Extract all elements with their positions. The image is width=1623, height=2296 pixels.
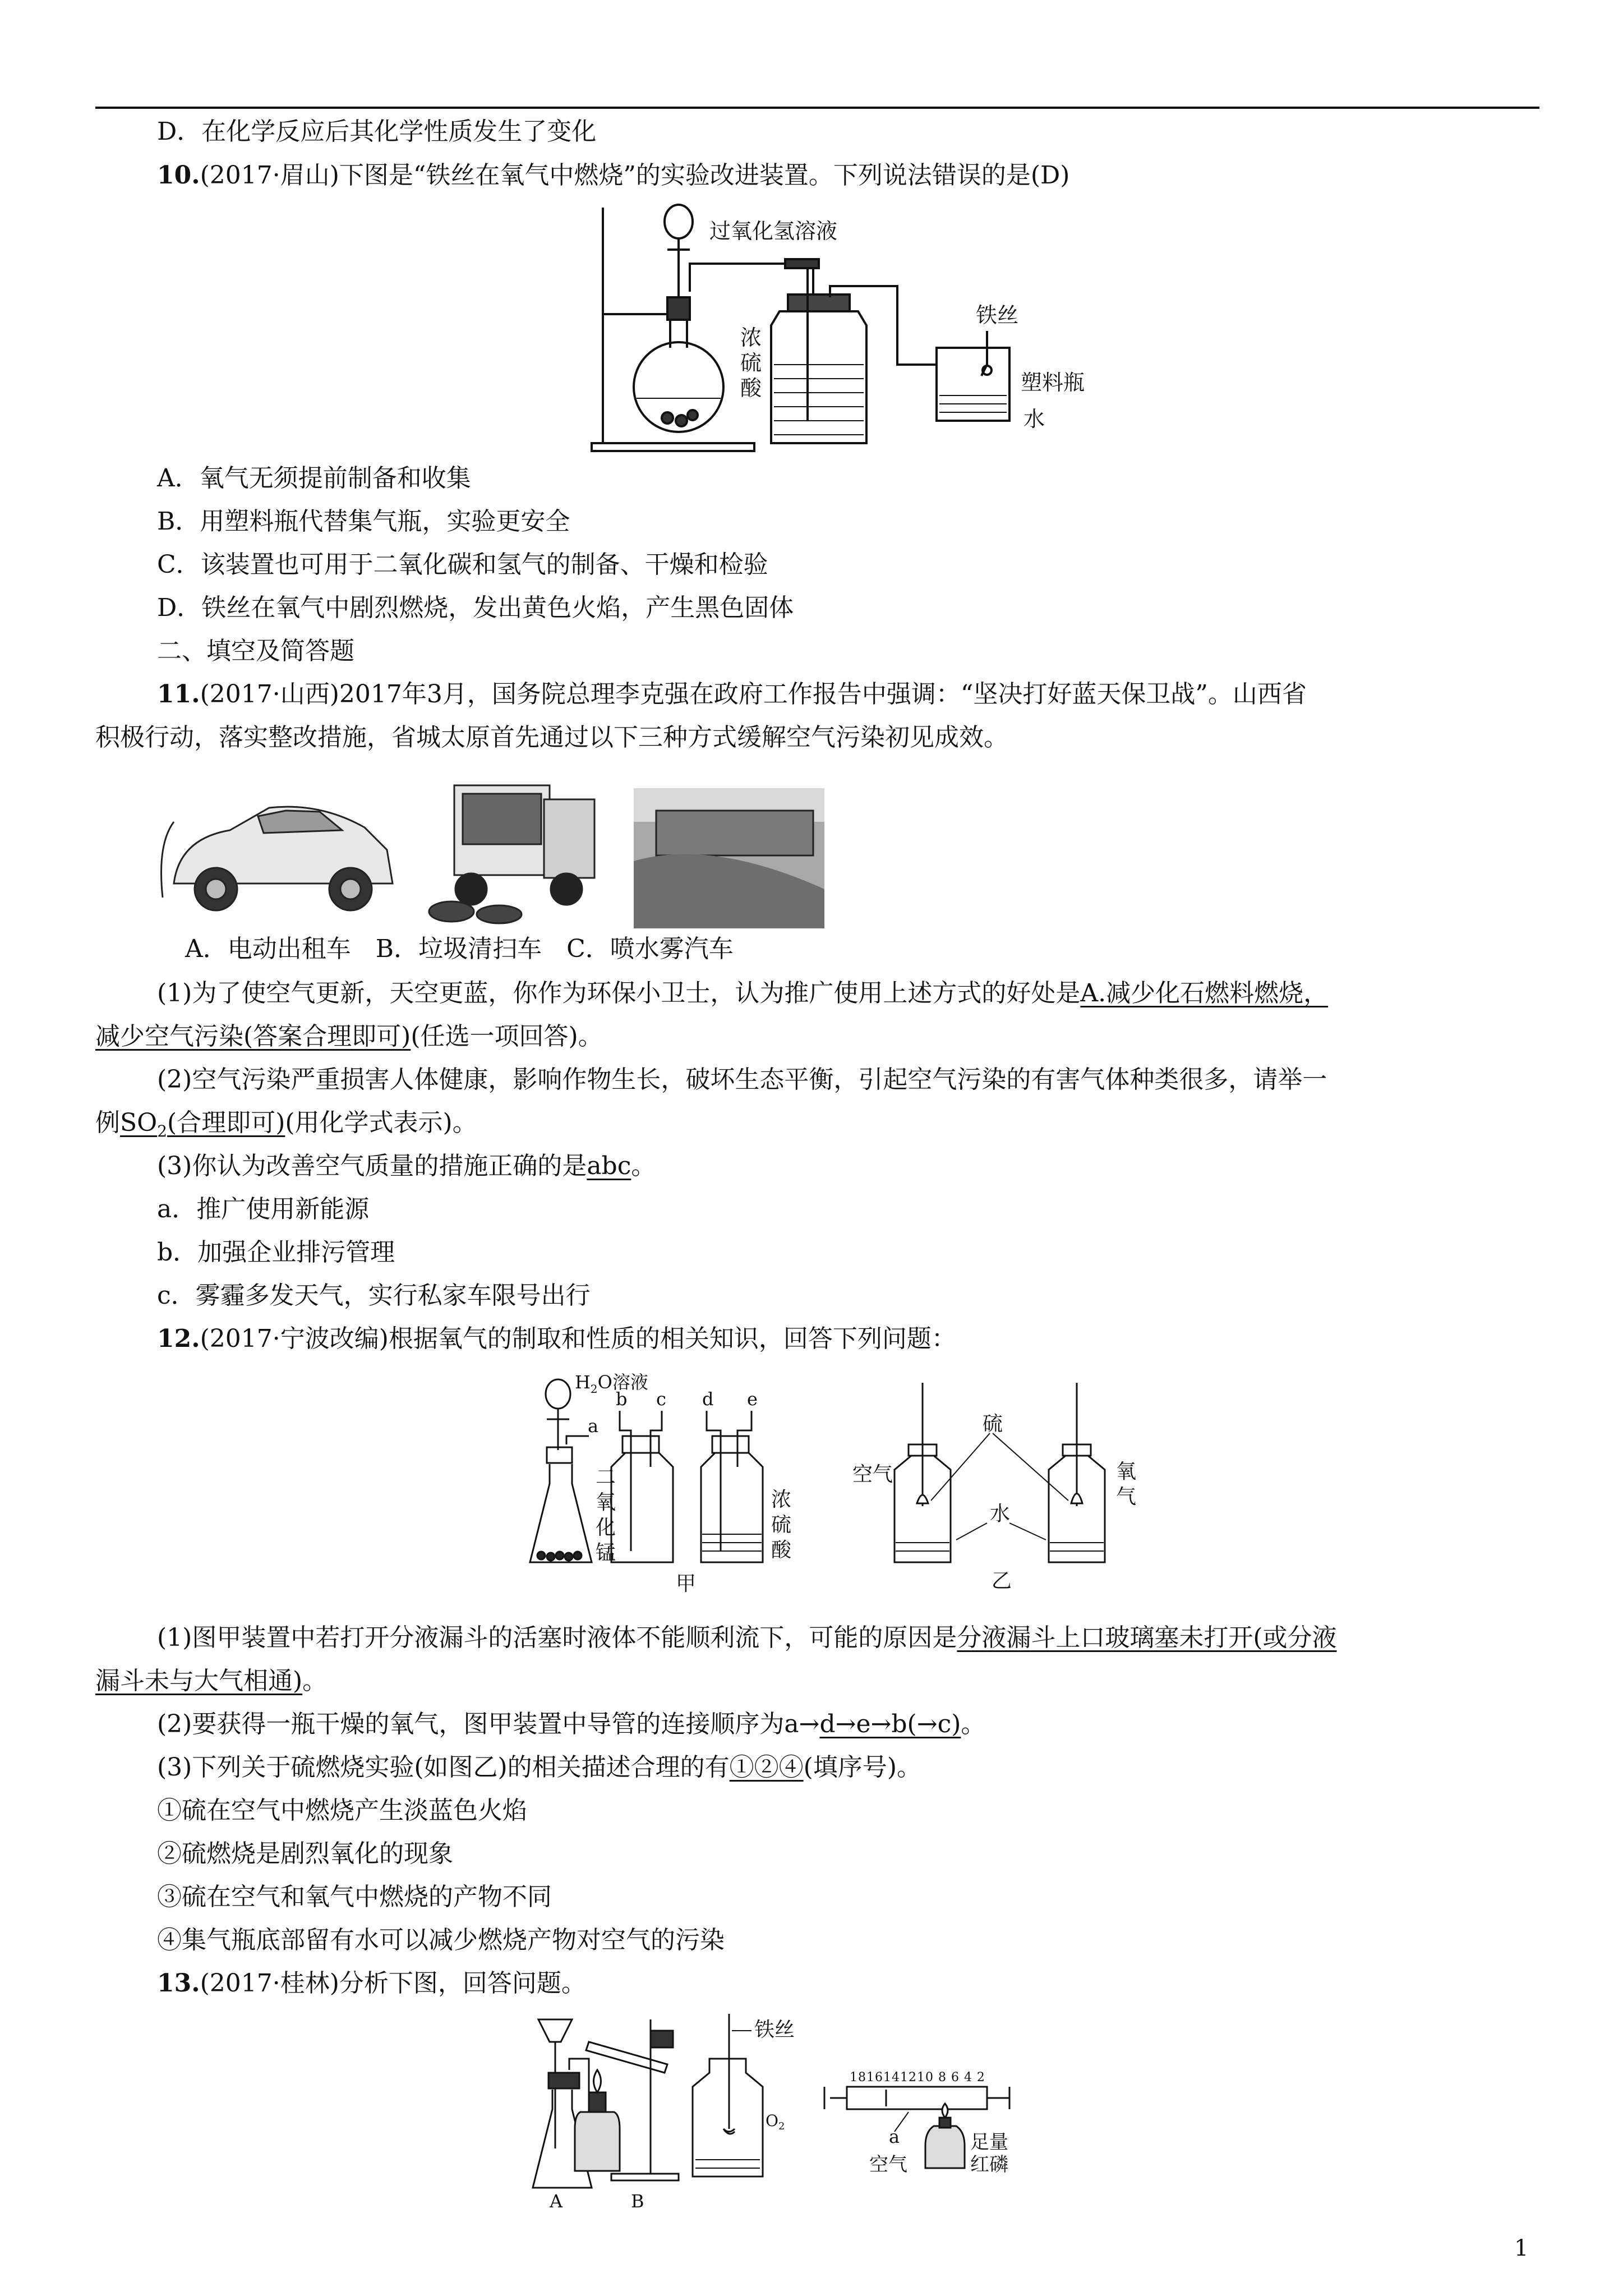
q10-label-wire: 铁丝 [976,303,1019,328]
q12-part3-tail: (填序号)。 [803,1753,921,1782]
q11-photo-captions: A．电动出租车 B．垃圾清扫车 C．喷水雾汽车 [185,935,734,963]
q13-apparatus-figure [527,2008,1228,2210]
q10-option-a: A．氧气无须提前制备和收集 [157,464,471,493]
q12-label-h2o2: $H_2O$溶液 [575,1372,648,1396]
q11-photos [151,777,830,928]
q12-part1-line2 [95,1664,327,1698]
q12-label-acid-2: 硫 [771,1513,792,1536]
q12-label-a: a [588,1415,599,1437]
q11-part1-answer-2: 减少空气污染(答案合理即可) [95,1022,411,1051]
q13-label-air: 空气 [869,2154,907,2176]
q10-label-water: 水 [1023,407,1045,431]
q11-part2-line2 [95,1106,477,1148]
q11-part3-prompt: (3)你认为改善空气质量的措施正确的是 [157,1152,587,1180]
section-heading: 二、填空及简答题 [157,637,354,665]
q11-part2-prefix: 例 [95,1108,120,1137]
q9-option-d: D．在化学反应后其化学性质发生了变化 [157,117,597,146]
q12-part1-line1 [157,1621,1337,1655]
q11-stem-text: (2017·山西)2017年3月，国务院总理李克强在政府工作报告中强调：“坚决打好蓝天保卫战”。山西省 [200,680,1307,708]
q13-stem [157,1967,586,2000]
q13-label-phosphorus-2: 红磷 [970,2154,1008,2176]
q10-label-acid-2: 硫 [740,351,762,375]
q12-number: 12. [157,1324,200,1353]
q12-label-acid-3: 酸 [771,1539,792,1562]
q10-number: 10. [157,161,200,190]
q12-label-yi: 乙 [992,1570,1012,1593]
street-sweeper-image [429,777,603,928]
header-rule [95,107,1539,109]
q10-stem [157,159,1069,192]
q10-label-h2o2: 过氧化氢溶液 [709,219,838,243]
q12-stem-text: (2017·宁波改编)根据氧气的制取和性质的相关知识，回答下列问题： [200,1324,956,1353]
q12-statement-2: ②硫燃烧是剧烈氧化的现象 [157,1839,453,1868]
q12-part3-prompt: (3)下列关于硫燃烧实验(如图乙)的相关描述合理的有 [157,1753,730,1782]
q11-number: 11. [157,680,200,708]
q12-label-oxygen-1: 氧 [1116,1460,1137,1483]
q12-label-water: 水 [990,1502,1011,1525]
q12-label-b: b [616,1388,628,1410]
q12-label-mno2-1: 二 [596,1466,616,1489]
q13-label-phosphorus-1: 足量 [970,2131,1008,2154]
q10-apparatus-figure [589,196,1122,454]
q11-part1-answer-1: A.减少化石燃料燃烧， [1080,979,1329,1007]
q13-label-wire: 铁丝 [754,2018,795,2041]
q12-label-mno2-3: 化 [596,1516,616,1539]
q11-part3-tail: 。 [631,1152,656,1180]
q10-label-bottle: 塑料瓶 [1021,370,1085,395]
q10-label-acid-1: 浓 [740,325,762,350]
q11-part3 [157,1149,656,1183]
q12-statement-4: ④集气瓶底部留有水可以减少燃烧产物对空气的污染 [157,1926,725,1954]
q10-option-b: B．用塑料瓶代替集气瓶，实验更安全 [157,507,570,536]
q12-part1-prompt: (1)图甲装置中若打开分液漏斗的活塞时液体不能顺利流下，可能的原因是 [157,1623,957,1652]
q11-option-a: a．推广使用新能源 [157,1195,370,1223]
q12-part3 [157,1751,921,1784]
q11-part3-answer: abc [587,1152,631,1180]
q13-label-b-upper: B [631,2191,644,2210]
q13-label-o2: $O_2$ [766,2111,785,2132]
q13-label-a-upper: A [550,2191,563,2210]
q12-statement-3: ③硫在空气和氧气中燃烧的产物不同 [157,1883,552,1911]
q11-part2-tail: (用化学式表示)。 [285,1108,477,1137]
q12-part1-tail: 。 [302,1667,328,1695]
q12-label-acid-1: 浓 [771,1488,792,1511]
q13-number: 13. [157,1969,200,1998]
page-number: 1 [1514,2235,1529,2261]
q11-part1-tail: (任选一项回答)。 [411,1022,603,1051]
q12-label-mno2-2: 氧 [596,1491,616,1514]
q12-part2-tail: 。 [961,1710,986,1738]
electric-taxi-image [154,777,401,928]
q11-part1-line1 [157,977,1328,1010]
q11-part2-line1: (2)空气污染严重损害人体健康，影响作物生长，破坏生态平衡，引起空气污染的有害气体种类很多，请举一 [157,1065,1327,1094]
q12-apparatus-figure [522,1372,1172,1602]
q12-part1-answer-1: 分液漏斗上口玻璃塞未打开(或分液 [957,1623,1337,1652]
q12-label-jia: 甲 [676,1572,697,1595]
q13-label-scale: 1816141210 8 6 4 2 [850,2070,985,2085]
q12-label-oxygen-2: 气 [1116,1485,1137,1508]
q12-label-mno2-4: 锰 [596,1542,616,1565]
water-spray-truck-image [634,788,824,928]
q13-stem-text: (2017·桂林)分析下图，回答问题。 [200,1969,586,1998]
q11-part1-line2 [95,1020,603,1053]
q11-option-b: b．加强企业排污管理 [157,1238,395,1267]
q13-label-a-lower: a [889,2126,900,2147]
q12-part2-answer: d→e→b(→c) [819,1710,961,1738]
q12-part1-answer-2: 漏斗未与大气相通) [95,1667,303,1695]
q11-part1-prompt: (1)为了使空气更新，天空更蓝，你作为环保小卫士，认为推广使用上述方式的好处是 [157,979,1081,1007]
q12-part2 [157,1708,985,1741]
q11-stem-line2: 积极行动，落实整改措施，省城太原首先通过以下三种方式缓解空气污染初见成效。 [95,723,1008,752]
q11-part2-answer: $SO_2$(合理即可) [120,1108,285,1140]
q10-option-c: C．该装置也可用于二氧化碳和氢气的制备、干燥和检验 [157,550,768,579]
q12-part2-prompt: (2)要获得一瓶干燥的氧气，图甲装置中导管的连接顺序为a→ [157,1710,820,1738]
q10-stem-text: (2017·眉山)下图是“铁丝在氧气中燃烧”的实验改进装置。下列说法错误的是(D) [200,161,1070,190]
q12-label-e: e [747,1388,758,1410]
q10-option-d: D．铁丝在氧气中剧烈燃烧，发出黄色火焰，产生黑色固体 [157,593,794,622]
q12-part3-answer: ①②④ [729,1753,804,1782]
q12-label-sulfur: 硫 [983,1412,1003,1435]
q11-option-c: c．雾霾多发天气，实行私家车限号出行 [157,1281,591,1310]
q12-label-d: d [702,1388,714,1410]
q12-label-c: c [656,1388,666,1410]
q12-stem [157,1322,956,1356]
q10-label-acid-3: 酸 [740,376,762,401]
q11-stem-line1 [157,678,1307,711]
q12-label-air: 空气 [852,1463,893,1486]
q12-statement-1: ①硫在空气中燃烧产生淡蓝色火焰 [157,1796,527,1825]
